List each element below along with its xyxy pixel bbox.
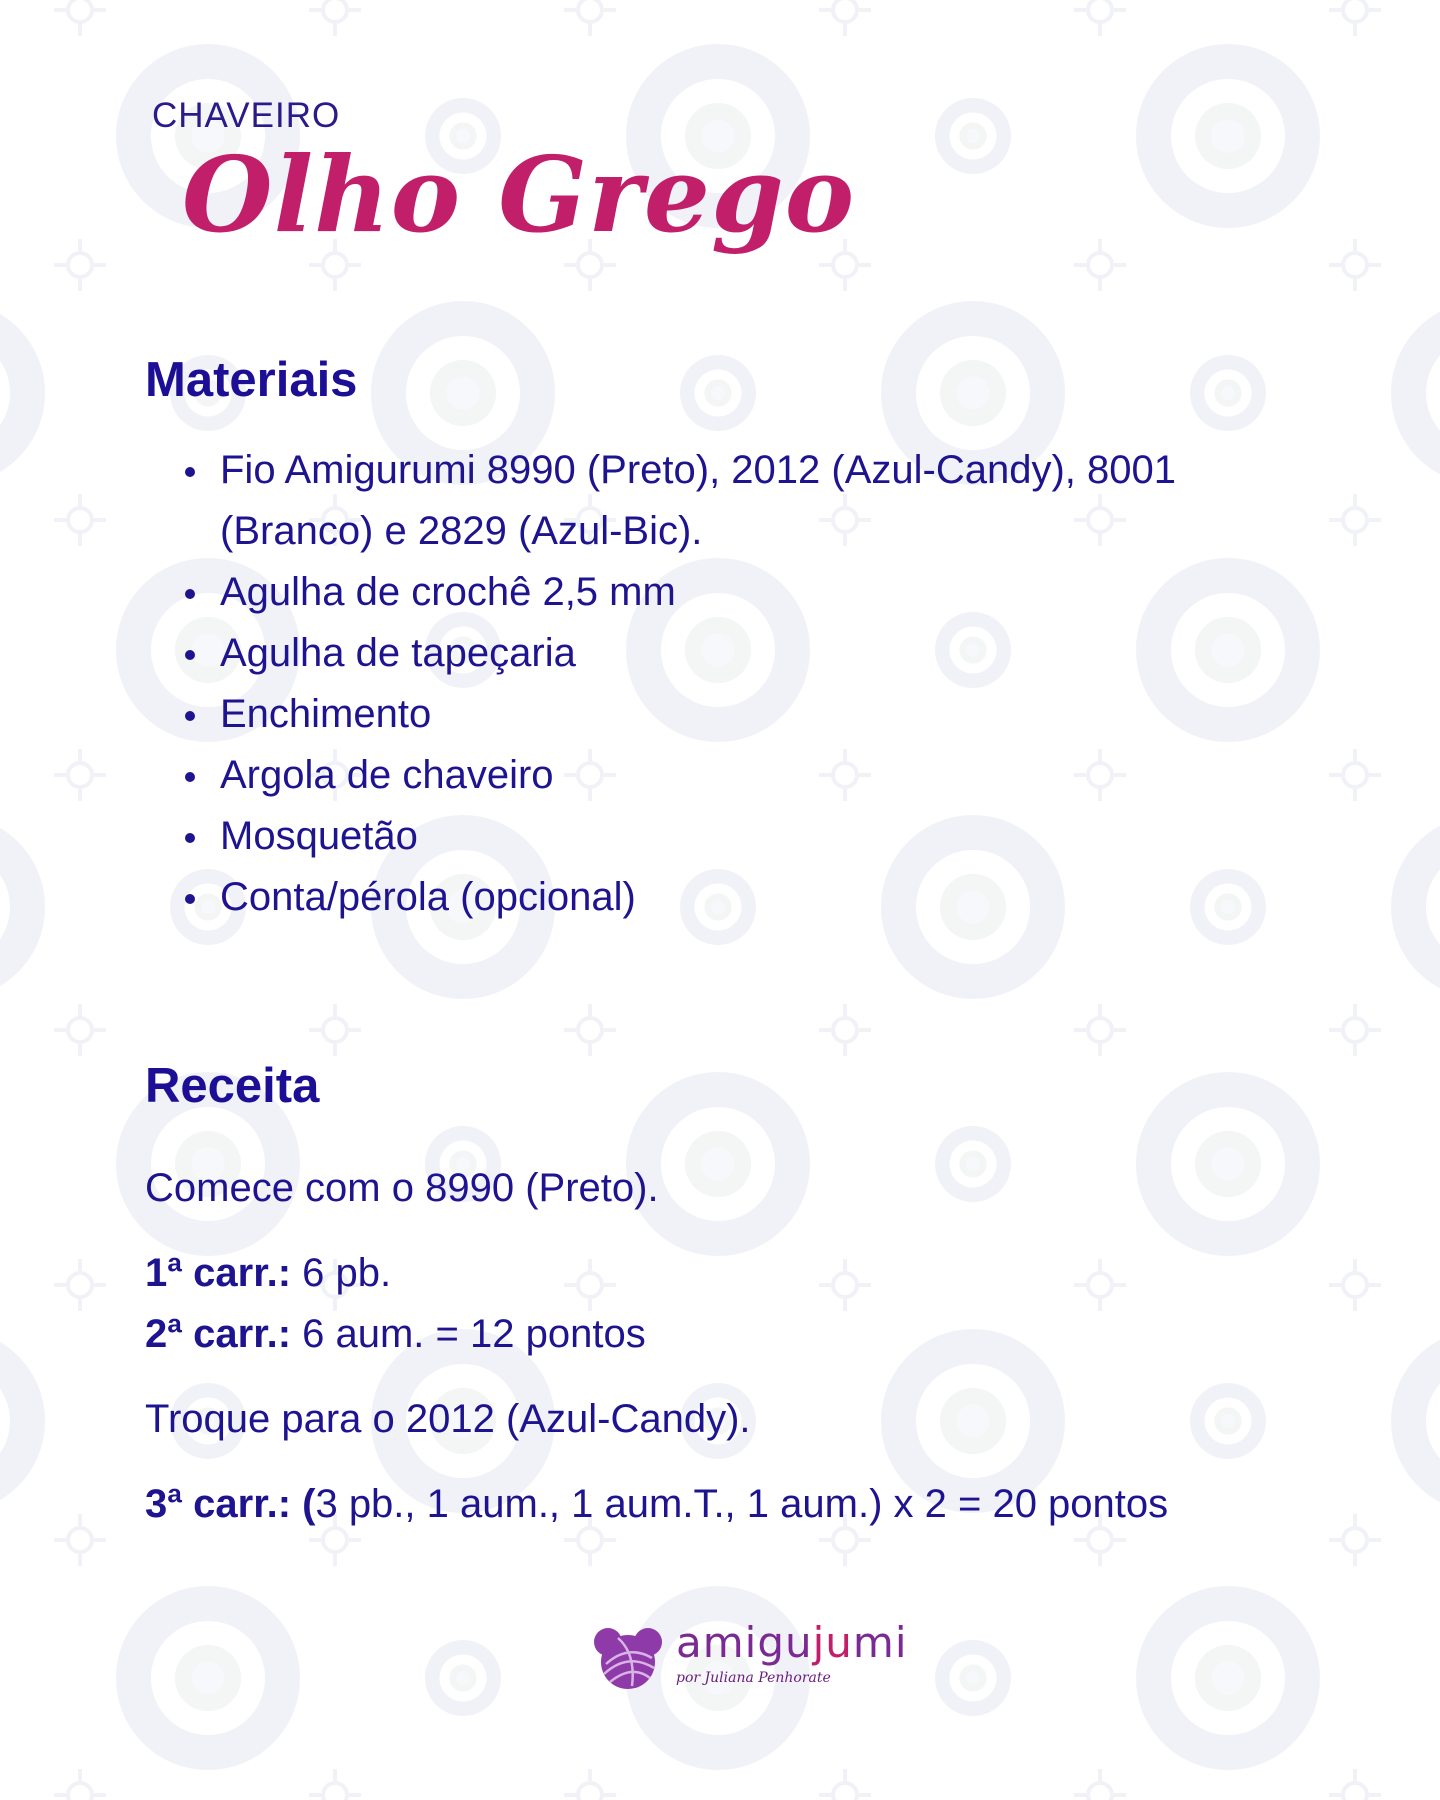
list-item: Fio Amigurumi 8990 (Preto), 2012 (Azul-Candy), 8001 (Branco) e 2829 (Azul-Bic). — [145, 440, 1295, 562]
yarn-ball-icon — [588, 1624, 668, 1690]
row-label: 3ª carr.: ( — [145, 1482, 316, 1526]
recipe-color-switch: Troque para o 2012 (Azul-Candy). — [145, 1397, 751, 1441]
page-title: Olho Grego — [182, 133, 856, 256]
recipe-heading: Receita — [145, 1059, 320, 1113]
brand-logo — [588, 1618, 908, 1698]
row-text: 6 aum. = 12 pontos — [291, 1312, 646, 1356]
row-label: 2ª carr.: — [145, 1312, 292, 1356]
row-text: 6 pb. — [291, 1251, 392, 1295]
list-item: Mosquetão — [145, 806, 1295, 867]
recipe-row-1 — [145, 1243, 391, 1304]
recipe-row-3 — [145, 1474, 1168, 1535]
list-item: Agulha de tapeçaria — [145, 623, 1295, 684]
recipe-intro: Comece com o 8990 (Preto). — [145, 1166, 659, 1210]
list-item: Enchimento — [145, 684, 1295, 745]
materials-list — [145, 440, 1295, 928]
page-kicker: CHAVEIRO — [152, 96, 341, 135]
brand-wordmark: amigujumi — [676, 1618, 908, 1667]
list-item: Agulha de crochê 2,5 mm — [145, 562, 1295, 623]
list-item: Argola de chaveiro — [145, 745, 1295, 806]
list-item: Conta/pérola (opcional) — [145, 867, 1295, 928]
row-text: 3 pb., 1 aum., 1 aum.T., 1 aum.) x 2 = 20 pontos — [315, 1482, 1169, 1526]
recipe-row-2 — [145, 1304, 646, 1365]
materials-heading: Materiais — [145, 353, 358, 407]
brand-byline: por Juliana Penhorate — [676, 1670, 831, 1686]
row-label: 1ª carr.: — [145, 1251, 292, 1295]
